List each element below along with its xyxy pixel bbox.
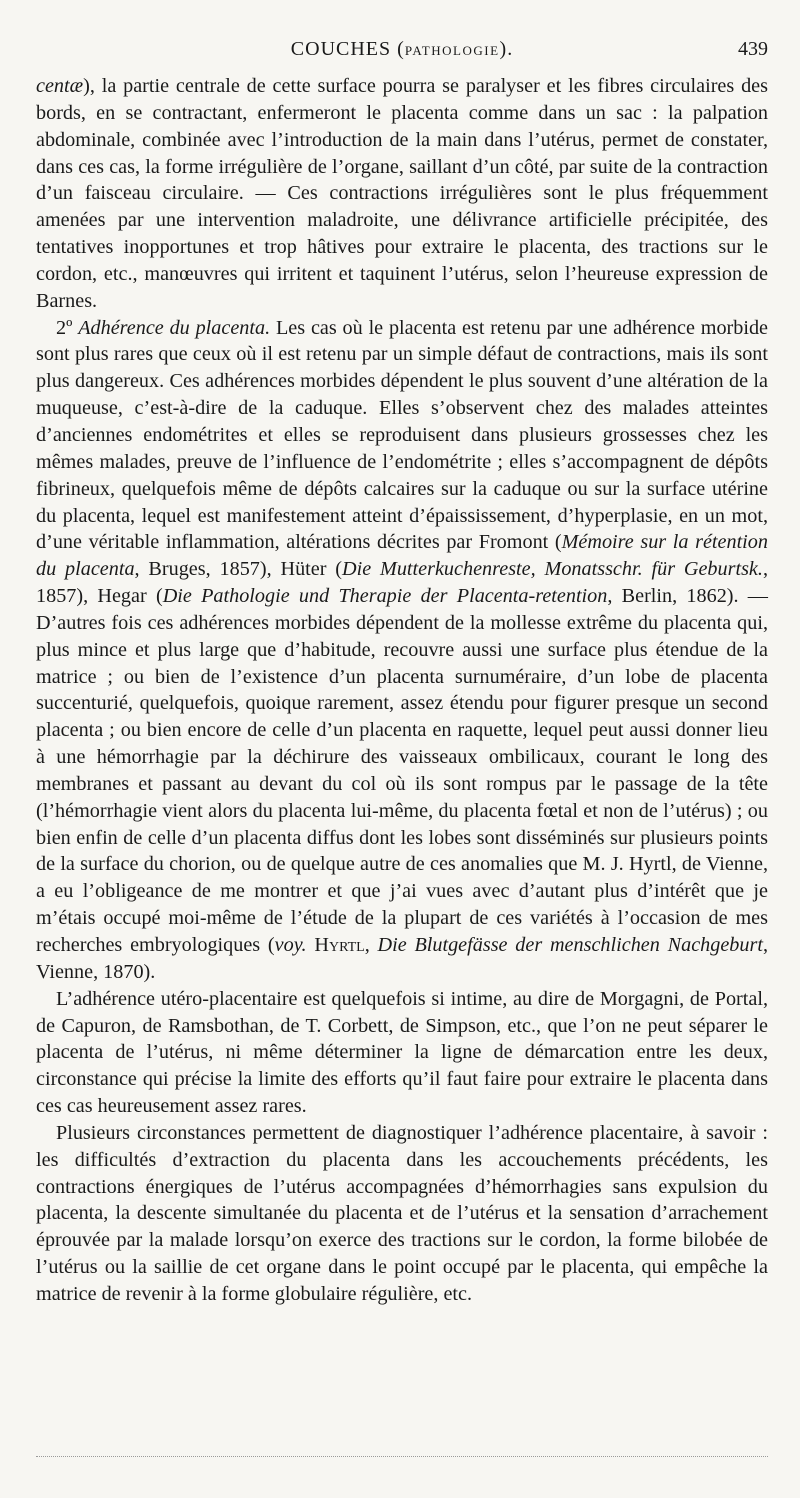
paragraph-2-text-3: , 1857), Hegar ( bbox=[36, 558, 768, 608]
running-header bbox=[36, 38, 768, 70]
running-title-paren-open: ( bbox=[391, 38, 405, 60]
paragraph-2-text-7: , Vienne, 1870). bbox=[36, 934, 768, 983]
paragraph-2-text-4: , Berlin, 1862). — D’autres fois ces adhérences morbides dépendent de la mollesse extrême du placenta qui, plus mince et plus large que d’habitude, recouvre aussi une surface plus étendue de la matrice ; ou bien de l’existence d’un placenta surnuméraire, d’un lobe de placenta succenturié, quelquefois, quoique rarement, assez étendu pour figurer presque un second placenta ; ou bien encore de celle d’un placenta en raquette, lequel peut aussi donner lieu à une hémorrhagie par la déchirure des vaisseaux ombilicaux, courant le long des membranes et passant au devant du col où ils sont rompus par le passage de la tête (l’hémorrhagie vient alors du placenta lui-même, du placenta fœtal et non de l’utérus) ; ou bien enfin de celle d’un placenta diffus dont les lobes sont disséminés sur plusieurs points de la surface du chorion, ou de quelque autre de ces anomalies que M. J. Hyrtl, de Vienne, a eu l’obligeance de me montrer et que j’ai vues avec d’autant plus d’intérêt que je m’étais occupé moi-même de l’étude de la plupart de ces variétés à l’occasion de mes recherches embryologiques ( bbox=[36, 585, 768, 956]
section-number: 2º bbox=[56, 316, 79, 339]
footer-dotted-rule bbox=[36, 1456, 768, 1457]
citation-voy: voy. bbox=[274, 934, 307, 956]
paragraph-2-text-2: , Bruges, 1857), Hüter ( bbox=[134, 558, 343, 581]
paragraph-2-text-6: , bbox=[364, 934, 378, 956]
citation-author-hyrtl: Hyrtl bbox=[314, 934, 365, 956]
paragraph-1-text: ), la partie centrale de cette surface pourra se paralyser et les fibres circulaires des bords, en se contractant, enfermeront le placenta comme dans un sac : la palpation abdominale, combinée avec l’introduction de la main dans l’utérus, permet de constater, dans ces cas, la forme irrégulière de l’organe, saillant d’un côté, par suite de la contraction d’un faisceau circulaire. — Ces contractions irrégulières sont le plus fréquemment amenées par une intervention maladroite, une délivrance artificielle précipitée, des tentatives inopportunes et trop hâtives pour extraire le placenta, des tractions sur le cordon, etc., manœuvres qui irritent et taquinent l’utérus, selon l’heureuse expression de Barnes. bbox=[36, 75, 768, 312]
running-title-sub: PATHOLOGIE bbox=[404, 43, 500, 58]
paragraph-4: Plusieurs circonstances permettent de diagnostiquer l’adhérence placentaire, à savoir : les difficultés d’extraction du placenta dans les accouchements précédents, les contractions énergiques de l’utérus accompagnées d’hémorrhagies sans expulsion du placenta, la descente simultanée du placenta et de l’utérus et la sensation d’arrachement éprouvée par la malade lorsqu’on exerce des tractions sur le cordon, la forme bilobée de l’utérus ou la saillie de cet organe dans le point occupé par le placenta, qui empêche la matrice de revenir à la forme globulaire régulière, etc. bbox=[36, 1121, 768, 1305]
paragraph-2 bbox=[36, 315, 768, 986]
running-title bbox=[36, 38, 768, 61]
running-title-main: COUCHES bbox=[290, 38, 392, 60]
citation-huter: Die Mutterkuchenreste, Monatsschr. für Geburtsk. bbox=[342, 558, 763, 581]
paragraph-1 bbox=[36, 73, 768, 315]
citation-hegar: Die Pathologie und Therapie der Placenta-retention bbox=[162, 585, 608, 608]
section-title: Adhérence du placenta. bbox=[78, 316, 271, 339]
citation-hyrtl: Die Blutgefässe der menschlichen Nachgeburt bbox=[377, 934, 763, 956]
running-title-paren-close: ). bbox=[499, 38, 514, 60]
paragraph-3: L’adhérence utéro-placentaire est quelquefois si intime, au dire de Morgagni, de Portal, de Capuron, de Ramsbothan, de T. Corbett, de Simpson, etc., que l’on ne peut séparer le placenta de l’utérus, ni même déterminer la ligne de démarcation entre les deux, circonstance qui précise la limite des efforts qu’il faut faire pour extraire le placenta dans ces cas heureusement assez rares. bbox=[36, 987, 768, 1118]
paragraph-2-text-1: Les cas où le placenta est retenu par une adhérence morbide sont plus rares que ceux où il est retenu par un simple défaut de contractions, mais ils sont plus dangereux. Ces adhérences morbides dépendent le plus souvent d’une altération de la muqueuse, c’est-à-dire de la caduque. Elles s’observent chez des malades atteintes d’anciennes endométrites et elles se reproduisent dans plusieurs grossesses chez les mêmes malades, preuve de l’influence de l’endométrite ; elles s’accompagnent de dépôts fibrineux, quelquefois même de dépôts calcaires sur la caduque ou sur la surface utérine du placenta, lequel est manifestement atteint d’épaississement, d’hyperplasie, en un mot, d’une véritable inflammation, altérations décrites par Fromont ( bbox=[36, 316, 769, 554]
page-number: 439 bbox=[738, 38, 768, 60]
paragraph-1-italic-start: centæ bbox=[36, 75, 84, 97]
citation-fromont: Mémoire sur la rétention du placenta bbox=[36, 531, 768, 581]
body-text bbox=[36, 73, 768, 1308]
